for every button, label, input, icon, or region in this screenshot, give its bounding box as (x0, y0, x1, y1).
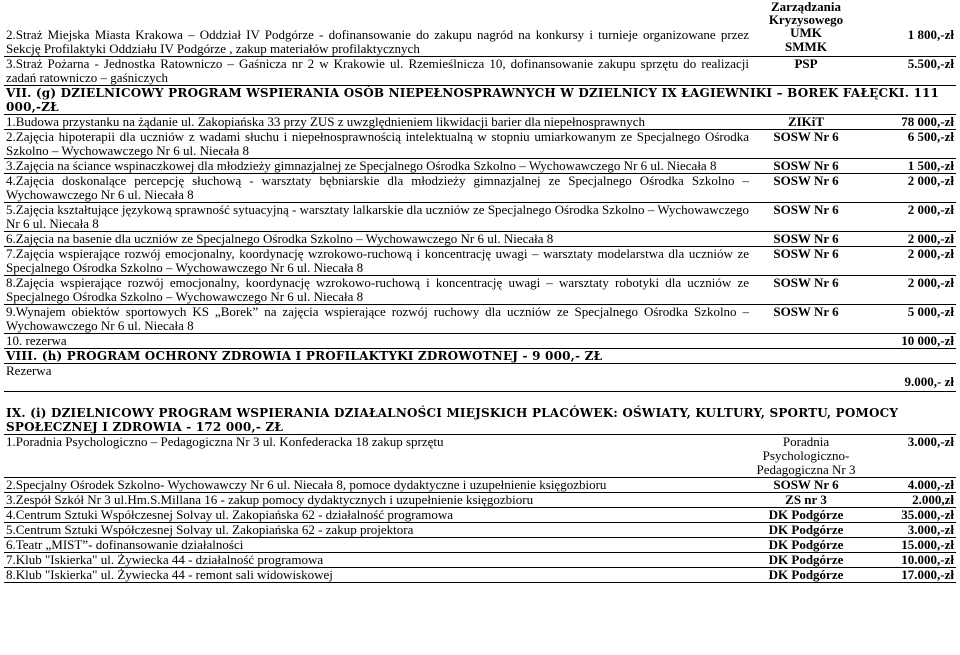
row-amount: 10.000,-zł (861, 553, 956, 568)
table-row (4, 115, 956, 130)
row-amount: 1 800,-zł (861, 0, 956, 57)
row-organization: SOSW Nr 6 (751, 478, 861, 493)
row-organization (751, 364, 861, 392)
row-description: 9.Wynajem obiektów sportowych KS „Borek” na zajęcia wspierające rozwój ruchowy dla uczniów ze Specjalnego Ośrodka Szkolno – Wychowawczego Nr 6 ul. Niecała 8 (6, 304, 749, 333)
table-row (4, 247, 956, 276)
row-amount: 2.000,zł (861, 493, 956, 508)
budget-table (4, 0, 956, 583)
row-description: 7.Klub "Iskierka" ul. Żywiecka 44 - działalność programowa (4, 553, 751, 568)
table-row (4, 523, 956, 538)
row-amount: 9.000,- zł (861, 364, 956, 392)
row-organization (751, 334, 861, 349)
row-organization: SOSW Nr 6 (751, 174, 861, 203)
table-row (4, 334, 956, 349)
row-amount: 15.000,-zł (861, 538, 956, 553)
table-row (4, 493, 956, 508)
row-organization: PSP (751, 57, 861, 86)
row-amount: 10 000,-zł (861, 334, 956, 349)
table-row (4, 568, 956, 583)
row-organization: SOSW Nr 6 (751, 247, 861, 276)
table-row (4, 130, 956, 159)
row-amount: 4.000,-zł (861, 478, 956, 493)
row-organization: DK Podgórze (751, 508, 861, 523)
row-organization: ZS nr 3 (751, 493, 861, 508)
row-amount: 17.000,-zł (861, 568, 956, 583)
row-description: 2.Straż Miejska Miasta Krakowa – Oddział IV Podgórze - dofinansowanie do zakupu nagród na konkursy i turnieje organizowane przez Sekcję Profilaktyki Oddziału IV Podgórze , zakup materiałów profilaktycznych (4, 0, 751, 57)
table-row (4, 508, 956, 523)
row-amount: 35.000,-zł (861, 508, 956, 523)
table-row (4, 276, 956, 305)
table-row (4, 174, 956, 203)
row-organization: SOSW Nr 6 (751, 130, 861, 159)
row-description: 8.Zajęcia wspierające rozwój emocjonalny, koordynację wzrokowo-ruchową i koncentrację uwagi – warsztaty robotyki dla uczniów ze Specjalnego Ośrodka Szkolno – Wychowawczego Nr 6 ul. Niecała 8 (6, 275, 749, 304)
row-organization: SOSW Nr 6 (751, 159, 861, 174)
row-description: 7.Zajęcia wspierające rozwój emocjonalny, koordynację wzrokowo-ruchową i koncentrację uwagi – warsztaty modelarstwa dla uczniów ze Specjalnego Ośrodka Szkolno – Wychowawczego Nr 6 ul. Niecała 8 (6, 246, 749, 275)
row-amount: 2 000,-zł (861, 203, 956, 232)
row-description: 4.Zajęcia doskonalące percepcję słuchową - warsztaty bębniarskie dla młodzieży gimnazjalnej ze Specjalnego Ośrodka Szkolno – Wychowawczego Nr 6 ul. Niecała 8 (6, 173, 749, 202)
row-description: 4.Centrum Sztuki Współczesnej Solvay ul. Zakopiańska 62 - działalność programowa (4, 508, 751, 523)
row-amount: 5.500,-zł (861, 57, 956, 86)
row-description: 1.Budowa przystanku na żądanie ul. Zakopiańska 33 przy ZUS z uwzględnieniem likwidacji barier dla niepełnosprawnych (4, 115, 751, 130)
row-amount: 78 000,-zł (861, 115, 956, 130)
table-row (4, 538, 956, 553)
table-row (4, 478, 956, 493)
row-organization: Zarządzania Kryzysowego UMK SMMK (751, 0, 861, 57)
row-description: 3.Zespół Szkół Nr 3 ul.Hm.S.Millana 16 - zakup pomocy dydaktycznych i uzupełnienie księgozbioru (4, 493, 751, 508)
section-title: IX. (i) DZIELNICOWY PROGRAM WSPIERANIA DZIAŁALNOŚCI MIEJSKICH PLACÓWEK: OŚWIATY, KULTURY, SPORTU, POMOCY SPOŁECZNEJ I ZDROWIA - 172 000,- ZŁ (4, 392, 956, 435)
row-amount: 2 000,-zł (861, 174, 956, 203)
row-amount: 6 500,-zł (861, 130, 956, 159)
row-description: Rezerwa (4, 364, 751, 392)
table-row (4, 305, 956, 334)
row-amount: 2 000,-zł (861, 276, 956, 305)
row-amount: 1 500,-zł (861, 159, 956, 174)
row-amount: 3.000,-zł (861, 523, 956, 538)
table-row (4, 232, 956, 247)
row-organization: DK Podgórze (751, 538, 861, 553)
row-description: 6.Teatr „MIST”- dofinansowanie działalności (4, 538, 751, 553)
row-description: 5.Zajęcia kształtujące językową sprawność sytuacyjną - warsztaty lalkarskie dla uczniów ze Specjalnego Ośrodka Szkolno – Wychowawczego Nr 6 ul. Niecała 8 (6, 202, 749, 231)
table-row (4, 57, 956, 86)
table-row (4, 553, 956, 568)
row-description: 3.Straż Pożarna - Jednostka Ratowniczo – Gaśnicza nr 2 w Krakowie ul. Rzemieślnicza 10, dofinansowanie zakupu sprzętu do realizacji zadań ratowniczo – gaśniczych (6, 56, 749, 85)
table-row (4, 159, 956, 174)
row-amount: 2 000,-zł (861, 247, 956, 276)
row-organization: Poradnia Psychologiczno-Pedagogiczna Nr 3 (751, 435, 861, 478)
table-row (4, 435, 956, 478)
row-organization: SOSW Nr 6 (751, 203, 861, 232)
row-description: 1.Poradnia Psychologiczno – Pedagogiczna Nr 3 ul. Konfederacka 18 zakup sprzętu (4, 435, 751, 478)
row-description: 3.Zajęcia na ściance wspinaczkowej dla młodzieży gimnazjalnej ze Specjalnego Ośrodka Szkolno – Wychowawczego Nr 6 ul. Niecała 8 (4, 159, 751, 174)
row-organization: ZIKiT (751, 115, 861, 130)
section-heading (4, 349, 956, 364)
row-description: 2.Specjalny Ośrodek Szkolno- Wychowawczy Nr 6 ul. Niecała 8, pomoce dydaktyczne i uzupełnienie księgozbioru (4, 478, 751, 493)
row-organization: SOSW Nr 6 (751, 276, 861, 305)
row-description: 5.Centrum Sztuki Współczesnej Solvay ul. Zakopiańska 62 - zakup projektora (4, 523, 751, 538)
table-row (4, 0, 956, 57)
section-title: VII. (g) DZIELNICOWY PROGRAM WSPIERANIA OSÓB NIEPEŁNOSPRAWNYCH W DZIELNICY IX ŁAGIEWNIKI – BOREK FAŁĘCKI. 111 000,-ZŁ (4, 86, 956, 115)
section-heading (4, 86, 956, 115)
row-description: 2.Zajęcia hipoterapii dla uczniów z wadami słuchu i niepełnosprawnością intelektualną w stopniu umiarkowanym ze Specjalnego Ośrodka Szkolno – Wychowawczego Nr 6 ul. Niecała 8 (6, 129, 749, 158)
table-row (4, 203, 956, 232)
row-organization: DK Podgórze (751, 523, 861, 538)
row-amount: 5 000,-zł (861, 305, 956, 334)
row-amount: 2 000,-zł (861, 232, 956, 247)
row-organization: SOSW Nr 6 (751, 232, 861, 247)
row-amount: 3.000,-zł (861, 435, 956, 478)
row-organization: SOSW Nr 6 (751, 305, 861, 334)
row-organization: DK Podgórze (751, 553, 861, 568)
row-description: 6.Zajęcia na basenie dla uczniów ze Specjalnego Ośrodka Szkolno – Wychowawczego Nr 6 ul. Niecała 8 (4, 232, 751, 247)
section-heading (4, 392, 956, 435)
row-description: 10. rezerwa (4, 334, 751, 349)
section-title: VIII. (h) PROGRAM OCHRONY ZDROWIA I PROFILAKTYKI ZDROWOTNEJ - 9 000,- ZŁ (4, 349, 956, 364)
row-description: 8.Klub "Iskierka" ul. Żywiecka 44 - remont sali widowiskowej (4, 568, 751, 583)
row-organization: DK Podgórze (751, 568, 861, 583)
table-row (4, 364, 956, 392)
